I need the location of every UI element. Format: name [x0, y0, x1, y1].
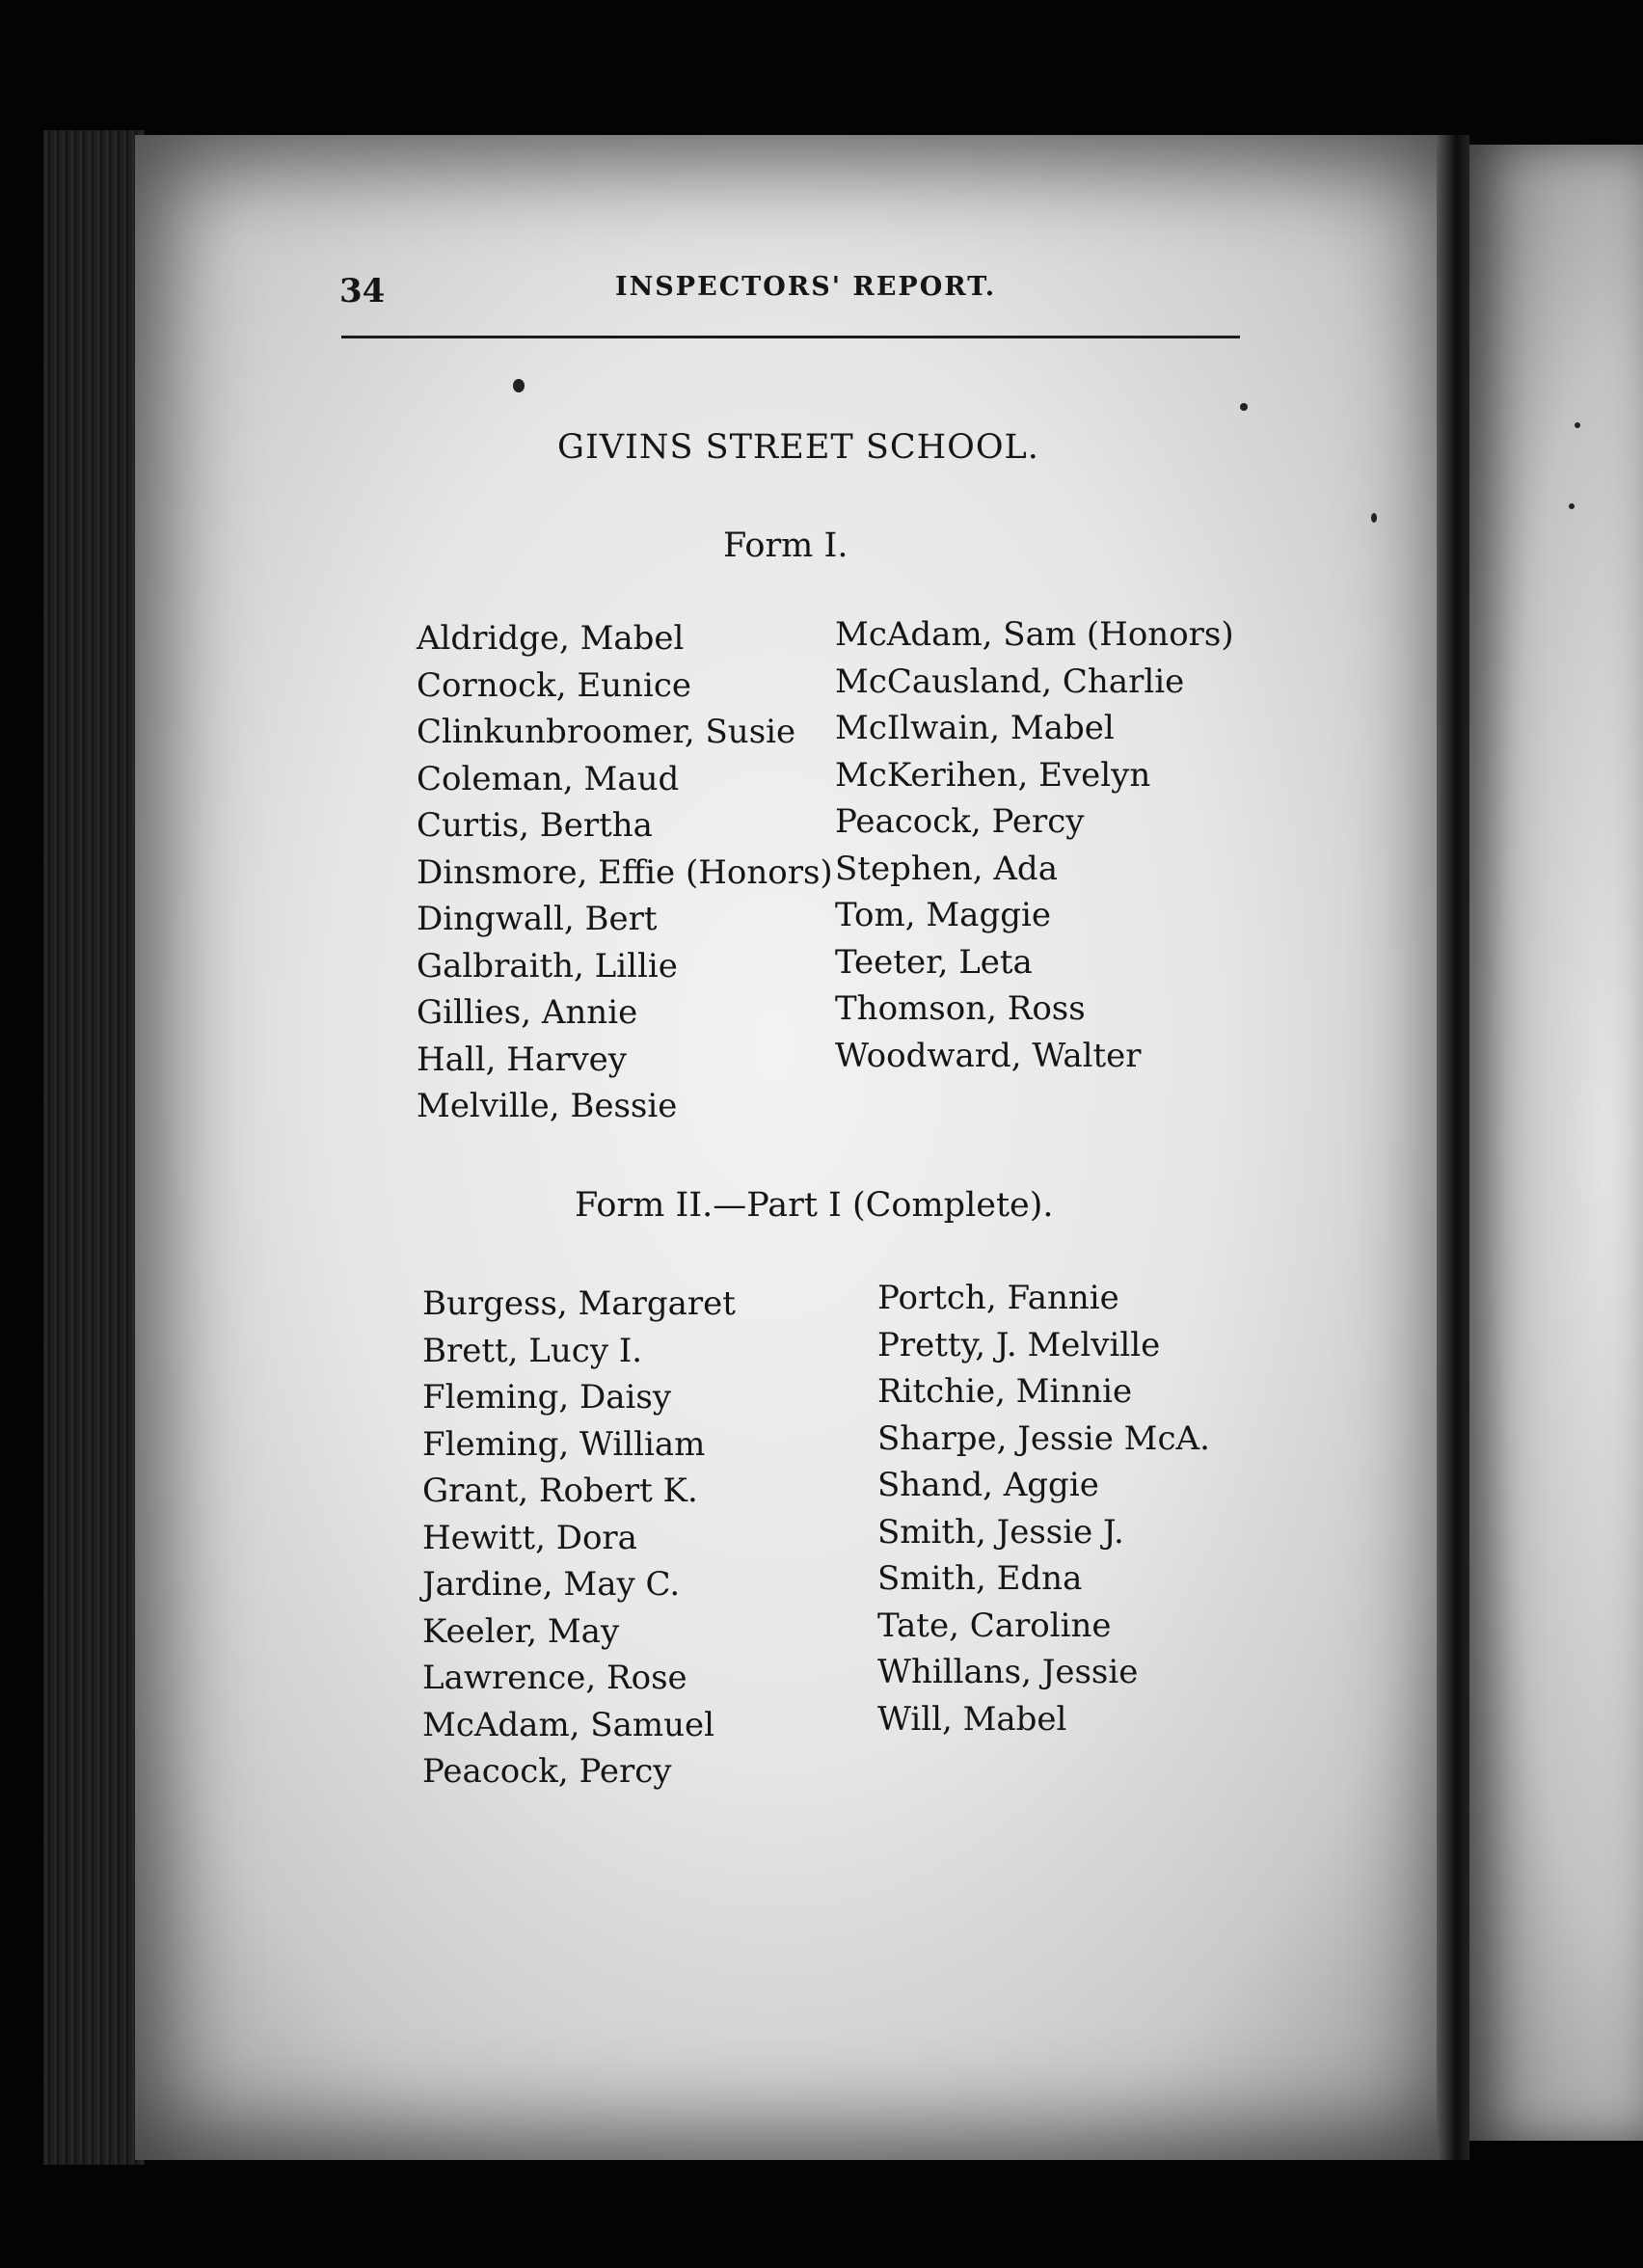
- facing-page-edge: [1469, 145, 1643, 2141]
- student-name: Coleman, Maud: [417, 759, 680, 798]
- student-name: Hall, Harvey: [417, 1040, 627, 1079]
- student-name: Whillans, Jessie: [877, 1653, 1139, 1691]
- student-name: Pretty, J. Melville: [877, 1325, 1161, 1364]
- student-name: Cornock, Eunice: [417, 665, 692, 705]
- school-title: GIVINS STREET SCHOOL.: [557, 428, 1039, 467]
- student-name: Will, Mabel: [877, 1699, 1067, 1739]
- ink-speck: [1240, 403, 1248, 411]
- student-name: Galbraith, Lillie: [417, 946, 678, 986]
- student-name: Smith, Jessie J.: [877, 1512, 1124, 1552]
- student-name: Peacock, Percy: [835, 802, 1085, 841]
- student-name: Woodward, Walter: [835, 1036, 1142, 1075]
- student-name: McAdam, Samuel: [422, 1705, 714, 1744]
- student-name: Tate, Caroline: [877, 1606, 1112, 1645]
- student-name: McAdam, Sam (Honors): [835, 615, 1234, 654]
- student-name: Fleming, Daisy: [422, 1378, 672, 1417]
- ink-speck: [513, 379, 525, 392]
- book-page-edges: [43, 130, 145, 2165]
- student-name: Thomson, Ross: [835, 989, 1086, 1028]
- form-1-heading: Form I.: [723, 526, 848, 565]
- student-name: McCausland, Charlie: [835, 662, 1185, 701]
- ink-speck: [1575, 422, 1580, 428]
- student-name: Aldridge, Mabel: [417, 619, 685, 658]
- student-name: Smith, Edna: [877, 1559, 1083, 1598]
- student-name: Ritchie, Minnie: [877, 1372, 1133, 1411]
- form-2-heading: Form II.—Part I (Complete).: [575, 1186, 1054, 1225]
- student-name: Jardine, May C.: [422, 1565, 681, 1604]
- student-name: Dinsmore, Effie (Honors): [417, 852, 833, 892]
- student-name: Dingwall, Bert: [417, 900, 658, 938]
- form-2-right-column: [877, 1275, 1210, 1742]
- student-name: Brett, Lucy I.: [422, 1331, 643, 1370]
- book-gutter: [1437, 135, 1469, 2160]
- student-name: Fleming, William: [422, 1424, 706, 1464]
- student-name: Shand, Aggie: [877, 1466, 1099, 1504]
- student-name: Peacock, Percy: [422, 1752, 672, 1791]
- header-rule: [341, 336, 1240, 338]
- student-name: Tom, Maggie: [835, 896, 1051, 934]
- student-name: Burgess, Margaret: [422, 1284, 736, 1323]
- running-head: INSPECTORS' REPORT.: [615, 272, 997, 302]
- student-name: Teeter, Leta: [835, 942, 1033, 982]
- student-name: McIlwain, Mabel: [835, 709, 1115, 747]
- student-name: Lawrence, Rose: [422, 1659, 687, 1697]
- ink-speck: [1371, 513, 1377, 523]
- student-name: Sharpe, Jessie McA.: [877, 1418, 1210, 1458]
- form-1-left-column: [417, 615, 833, 1130]
- student-name: Curtis, Bertha: [417, 806, 653, 845]
- form-1-right-column: [835, 611, 1234, 1079]
- student-name: Gillies, Annie: [417, 993, 638, 1032]
- student-name: Portch, Fannie: [877, 1279, 1119, 1317]
- student-name: Clinkunbroomer, Susie: [417, 713, 796, 751]
- student-name: Melville, Bessie: [417, 1087, 678, 1125]
- student-name: Grant, Robert K.: [422, 1472, 698, 1510]
- student-name: Stephen, Ada: [835, 849, 1058, 888]
- form-2-left-column: [422, 1281, 736, 1796]
- page-number: 34: [339, 272, 386, 310]
- student-name: Hewitt, Dora: [422, 1518, 637, 1557]
- ink-speck: [1569, 503, 1575, 509]
- student-name: McKerihen, Evelyn: [835, 755, 1151, 795]
- student-name: Keeler, May: [422, 1611, 620, 1651]
